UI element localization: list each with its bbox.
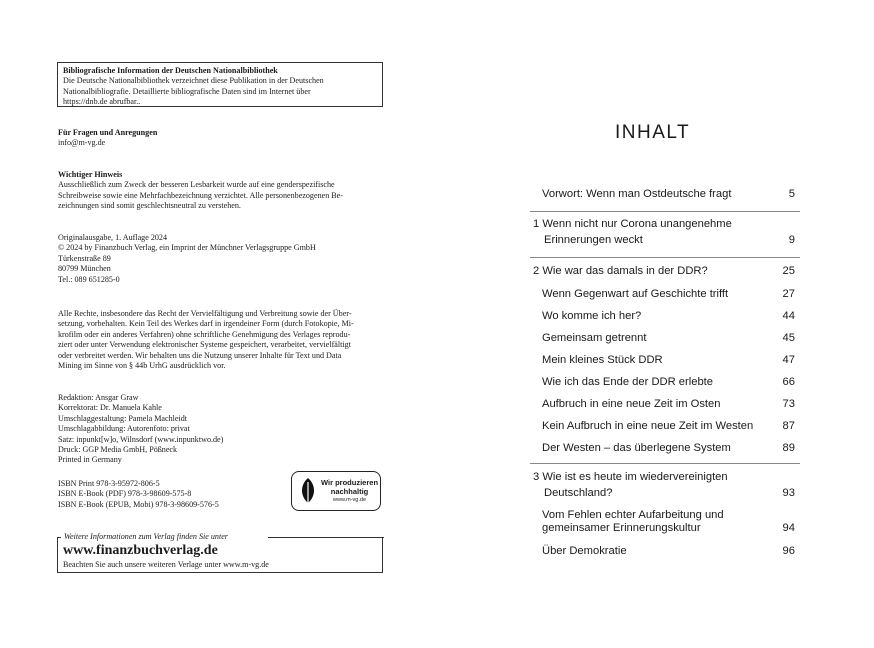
toc-entry-page: 44 <box>782 310 795 322</box>
rights-line: Mining im Sinne von § 44b UrhG ausdrücklich vor. <box>58 361 226 371</box>
toc-entry-label: Gemeinsam getrennt <box>542 332 647 344</box>
toc-entry[interactable] <box>542 310 795 322</box>
rights-block <box>58 309 388 371</box>
toc-entry-label: 2 Wie war das damals in der DDR? <box>533 265 708 277</box>
toc-entry-label-cont: gemeinsamer Erinnerungskultur <box>542 522 701 534</box>
questions-block <box>58 128 388 149</box>
logo-line1: Wir produzieren <box>321 477 379 487</box>
toc-entry-page: 66 <box>782 376 795 388</box>
toc-entry-label-cont: Erinnerungen weckt <box>544 234 643 246</box>
toc-entry-label: Vom Fehlen echter Aufarbeitung und <box>542 509 724 521</box>
rights-line: oder verbreitet werden. Wir behalten uns die Nutzung unserer Inhalte für Text und Data <box>58 350 342 360</box>
toc-divider <box>530 257 800 258</box>
toc-entry-page: 47 <box>782 354 795 366</box>
other-publishers-note: Beachten Sie auch unsere weiteren Verlage unter www.m-vg.de <box>63 560 269 569</box>
toc-entry-page: 87 <box>782 420 795 432</box>
edition-line: Tel.: 089 651285-0 <box>58 274 120 284</box>
rights-line: ziert oder unter Verwendung elektronischer Systeme gespeichert, verarbeitet, vervielfältigt <box>58 340 351 350</box>
edition-line: Türkenstraße 89 <box>58 253 111 263</box>
toc-entry[interactable] <box>542 545 795 557</box>
notice-line: zeichnungen sind somit geschlechtsneutral zu verstehen. <box>58 201 241 211</box>
toc-entry-label: Vorwort: Wenn man Ostdeutsche fragt <box>542 188 732 200</box>
edition-line: Originalausgabe, 1. Auflage 2024 <box>58 233 168 242</box>
notice-line: Schreibweise sowie eine Mehrfachbezeichnung verzichtet. Alle personenbezogenen Be- <box>58 190 343 200</box>
edition-line: 80799 München <box>58 264 111 274</box>
isbn-line: ISBN Print 978-3-95972-806-5 <box>58 479 160 488</box>
rights-line: setzung, vorbehalten. Kein Teil des Werkes darf in irgendeiner Form (durch Fotokopie, Mi- <box>58 319 354 329</box>
toc-entry-label: Mein kleines Stück DDR <box>542 354 663 366</box>
publisher-url[interactable]: www.finanzbuchverlag.de <box>63 543 218 558</box>
bib-line: Nationalbibliografie. Detaillierte bibliografische Daten sind im Internet über <box>63 86 311 96</box>
bibliographic-info-box <box>57 62 383 107</box>
toc-entry[interactable] <box>542 398 795 410</box>
notice-heading: Wichtiger Hinweis <box>58 170 123 179</box>
toc-entry-page: 89 <box>782 442 795 454</box>
toc-entry-label: Wie ich das Ende der DDR erlebte <box>542 376 713 388</box>
bib-line: https://dnb.de abrufbar.. <box>63 97 141 107</box>
toc-entry-page: 73 <box>782 398 795 410</box>
logo-url: www.m-vg.de <box>333 496 367 503</box>
toc-entry-page: 27 <box>782 288 795 300</box>
toc-entry[interactable] <box>542 332 795 344</box>
toc-entry[interactable] <box>542 376 795 388</box>
toc-entry-label: Wo komme ich her? <box>542 310 642 322</box>
toc-divider <box>530 463 800 464</box>
credits-line: Umschlaggestaltung: Pamela Machleidt <box>58 413 188 423</box>
toc-entry-page: 96 <box>782 545 795 557</box>
bib-heading: Bibliografische Information der Deutschen Nationalbibliothek <box>63 66 278 75</box>
credits-line: Umschlagabbildung: Autorenfoto: privat <box>58 424 190 434</box>
notice-block <box>58 170 388 212</box>
toc-title: INHALT <box>615 122 691 143</box>
toc-divider <box>530 211 800 212</box>
isbn-line: ISBN E-Book (EPUB, Mobi) 978-3-98609-576-5 <box>58 499 219 509</box>
toc-entry-page: 25 <box>782 265 795 277</box>
toc-entry-label: Kein Aufbruch in eine neue Zeit im Westen <box>542 420 754 432</box>
toc-entry-label: 1 Wenn nicht nur Corona unangenehme <box>533 218 732 230</box>
credits-line: Printed in Germany <box>58 455 122 465</box>
toc-entry-label-cont: Deutschland? <box>544 487 613 499</box>
leaf-icon <box>298 476 318 506</box>
toc-entry-page: 93 <box>782 487 795 499</box>
toc-entry-label: Über Demokratie <box>542 545 627 557</box>
notice-line: Ausschließlich zum Zweck der besseren Lesbarkeit wurde auf eine genderspezifische <box>58 180 335 190</box>
credits-line: Satz: inpunkt[w]o, Wilnsdorf (www.inpunktwo.de) <box>58 434 224 444</box>
toc-entry[interactable] <box>533 218 795 246</box>
toc-entry-label: 3 Wie ist es heute im wiedervereinigten <box>533 471 728 483</box>
logo-text <box>321 478 378 505</box>
more-info-caption: Weitere Informationen zum Verlag finden Sie unter <box>64 532 228 541</box>
toc-entry-page: 5 <box>788 188 795 200</box>
toc-entry[interactable] <box>533 265 795 277</box>
toc-entry[interactable] <box>542 442 795 454</box>
toc-entry[interactable] <box>542 354 795 366</box>
credits-line: Redaktion: Ansgar Graw <box>58 393 139 402</box>
logo-line2: nachhaltig <box>330 486 369 496</box>
toc-entry[interactable] <box>533 471 795 499</box>
toc-entry[interactable] <box>542 288 795 300</box>
edition-line: © 2024 by Finanzbuch Verlag, ein Imprint der Münchner Verlagsgruppe GmbH <box>58 243 316 253</box>
toc-entry[interactable] <box>542 420 795 432</box>
questions-email[interactable]: info@m-vg.de <box>58 138 106 148</box>
rights-line: Alle Rechte, insbesondere das Recht der Vervielfältigung und Verbreitung sowie der Über- <box>58 309 352 318</box>
credits-block <box>58 393 388 466</box>
questions-heading: Für Fragen und Anregungen <box>58 128 158 137</box>
toc-entry-page: 45 <box>782 332 795 344</box>
rights-line: krofilm oder ein anderes Verfahren) ohne schriftliche Genehmigung des Verlages reprodu- <box>58 329 351 339</box>
toc-entry-label: Aufbruch in eine neue Zeit im Osten <box>542 398 721 410</box>
toc-entry[interactable] <box>542 188 795 200</box>
isbn-line: ISBN E-Book (PDF) 978-3-98609-575-8 <box>58 489 192 499</box>
credits-line: Druck: GGP Media GmbH, Pößneck <box>58 445 178 455</box>
toc-entry-label: Der Westen – das überlegene System <box>542 442 731 454</box>
credits-line: Korrektorat: Dr. Manuela Kahle <box>58 403 162 413</box>
toc-entry-page: 9 <box>788 234 795 246</box>
toc-entry-page: 94 <box>782 522 795 534</box>
sustainability-logo <box>291 471 381 511</box>
toc-entry[interactable] <box>542 509 795 534</box>
edition-block <box>58 233 388 285</box>
bib-line: Die Deutsche Nationalbibliothek verzeichnet diese Publikation in der Deutschen <box>63 76 324 86</box>
toc-entry-label: Wenn Gegenwart auf Geschichte trifft <box>542 288 729 300</box>
